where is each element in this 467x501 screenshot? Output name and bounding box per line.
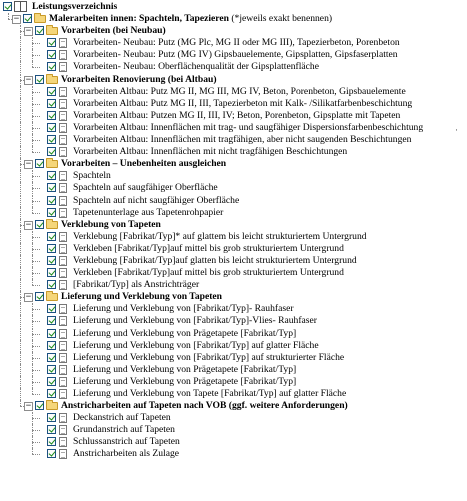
checkbox-checked-icon[interactable] [47,304,56,313]
document-icon [59,135,67,145]
checkbox-checked-icon[interactable] [47,256,56,265]
document-icon [59,244,67,254]
checkbox-checked-icon[interactable] [47,62,56,71]
tree-item[interactable] [0,364,467,376]
folder-icon [34,15,46,23]
tree-item[interactable] [0,267,467,279]
document-icon [59,62,67,72]
checkbox-checked-icon[interactable] [47,341,56,350]
tree-item[interactable] [0,436,467,448]
checkbox-checked-icon[interactable] [47,268,56,277]
minus-icon[interactable]: − [25,401,32,412]
tree-item-label: Vorarbeiten (bei Neubau) [61,25,166,37]
tree-item-label: Lieferung und Verklebung von [Fabrikat/Typ]- Rauhfaser [73,303,294,315]
minus-icon[interactable]: − [25,219,32,230]
tree-group[interactable] [0,13,467,25]
document-icon [59,50,67,60]
tree-item[interactable] [0,182,467,194]
folder-icon [46,293,58,301]
tree-item-label: Schlussanstrich auf Tapeten [73,436,180,448]
document-icon [59,329,67,339]
tree-group[interactable] [0,25,467,37]
checkbox-checked-icon[interactable] [47,111,56,120]
checkbox-checked-icon[interactable] [3,2,12,11]
checkbox-checked-icon[interactable] [47,50,56,59]
document-icon [59,316,67,326]
tree-item-label: Vorarbeiten Altbau: Innenflächen mit tragfähigen, aber nicht saugenden Beschichtungen [73,134,412,146]
document-icon [59,232,67,242]
tree-item[interactable] [0,352,467,364]
minus-icon[interactable]: − [25,74,32,85]
tree-item-label: Vorarbeiten- Neubau: Oberflächenqualität der Gipsplattenfläche [73,61,319,73]
document-icon [59,413,67,423]
tree-item-label: Leistungsverzeichnis [32,1,118,12]
checkbox-checked-icon[interactable] [47,353,56,362]
document-icon [59,147,67,157]
checkbox-checked-icon[interactable] [47,147,56,156]
tree-item-label: Vorarbeiten Altbau: Innenflächen mit nicht tragfähigen Beschichtungen [73,146,348,158]
document-icon [59,183,67,193]
checkbox-checked-icon[interactable] [47,413,56,422]
tree-item[interactable] [0,255,467,267]
tree-item[interactable] [0,231,467,243]
document-icon [59,123,67,133]
checkbox-checked-icon[interactable] [47,316,56,325]
checkbox-checked-icon[interactable] [35,220,44,229]
document-icon [59,87,67,97]
tree-item-note: (*jeweils exakt benennen) [228,13,333,25]
checkbox-checked-icon[interactable] [35,159,44,168]
checkbox-checked-icon[interactable] [47,208,56,217]
tree-item[interactable] [0,424,467,436]
tree-item[interactable] [0,340,467,352]
tree-item[interactable] [0,110,467,122]
folder-icon [46,76,58,84]
document-icon [59,256,67,266]
tree-item-label: Verkleben [Fabrikat/Typ]auf mittel bis grob strukturiertem Untergrund [73,242,344,254]
checkbox-checked-icon[interactable] [47,123,56,132]
folder-icon [46,221,58,229]
minus-icon[interactable]: − [25,292,32,303]
minus-icon[interactable]: − [13,14,20,25]
tree-item-label: [Fabrikat/Typ] als Anstrichträger [73,279,200,291]
checkbox-checked-icon[interactable] [47,232,56,241]
checkbox-checked-icon[interactable] [47,365,56,374]
tree-item-label: Lieferung und Verklebung von Prägetapete [Fabrikat/Typ] [73,363,297,375]
tree-item[interactable] [0,315,467,327]
checkbox-checked-icon[interactable] [35,26,44,35]
checkbox-checked-icon[interactable] [47,280,56,289]
checkbox-checked-icon[interactable] [47,87,56,96]
tree-item-label: Spachteln [73,170,111,182]
tree-item[interactable] [0,279,467,291]
tree-item-label: Anstricharbeiten als Zulage [73,448,180,460]
document-icon [59,268,67,278]
tree-group[interactable] [0,158,467,170]
book-icon [14,1,27,12]
tree-item-label: Verklebung von Tapeten [61,218,161,230]
tree-item-label: Lieferung und Verklebung von Tapeten [61,291,223,303]
tree-item[interactable] [0,195,467,207]
checkbox-checked-icon[interactable] [47,244,56,253]
minus-icon[interactable]: − [25,26,32,37]
tree-item-label: Vorarbeiten – Unebenheiten ausgleichen [61,158,227,170]
minus-icon[interactable]: − [25,159,32,170]
tree-item-label: Spachteln auf saugfähiger Oberfläche [73,182,218,194]
tree-item-label: Vorarbeiten Altbau: Putzen MG II, III, IV; Beton, Porenbeton, Gipsplatte mit Tapeten [73,109,401,121]
tree-group[interactable] [0,400,467,412]
document-icon [59,280,67,290]
tree-item[interactable] [0,61,467,73]
checkbox-checked-icon[interactable] [47,38,56,47]
checkbox-checked-icon[interactable] [47,377,56,386]
document-icon [59,171,67,181]
document-icon [59,449,67,459]
tree-item[interactable] [0,86,467,98]
checkbox-checked-icon[interactable] [47,329,56,338]
tree-item-label: Lieferung und Verklebung von Prägetapete [Fabrikat/Typ] [73,327,297,339]
checkbox-checked-icon[interactable] [35,401,44,410]
tree-item-label: Deckanstrich auf Tapeten [73,412,171,424]
tree-item-label: Grundanstrich auf Tapeten [73,424,175,436]
folder-icon [46,402,58,410]
tree-item[interactable] [0,146,467,158]
tree-item-label: Lieferung und Verklebung von Tapete [Fabrikat/Typ] auf glatter Fläche [73,388,347,399]
checkbox-checked-icon[interactable] [47,437,56,446]
tree-item-label: Verklebung [Fabrikat/Typ]* auf glattem bis leicht strukturiertem Untergrund [73,230,367,242]
tree-item[interactable] [0,207,467,219]
side-mark: · [455,125,458,135]
tree-item-label: Spachteln auf nicht saugfähiger Oberfläche [73,194,240,206]
tree-item[interactable] [0,412,467,424]
tree-group[interactable] [0,291,467,303]
tree-item-label: Tapetenunterlage aus Tapetenrohpapier [73,206,224,218]
tree-item[interactable] [0,388,467,400]
tree-item[interactable] [0,98,467,110]
tree-item[interactable] [0,303,467,315]
tree-item[interactable] [0,448,467,460]
tree-item-label: Verklebung [Fabrikat/Typ]auf glatten bis leicht strukturiertem Untergrund [73,254,357,266]
tree-item-label: Vorarbeiten Altbau: Putz MG II, III, Tapezierbeton mit Kalk- /Silikatfarbenbeschichtung [73,97,413,109]
document-icon [59,38,67,48]
document-icon [59,389,67,399]
tree-item-label: Vorarbeiten Altbau: Putz MG II, MG III, MG IV, Beton, Porenbeton, Gipsbauelemente [73,85,406,97]
tree-item-label: Vorarbeiten- Neubau: Putz (MG Plc, MG II oder MG III), Tapezierbeton, Porenbeton [73,37,400,49]
checkbox-checked-icon[interactable] [35,292,44,301]
tree-item[interactable] [0,243,467,255]
tree-item-label-wrap [49,13,332,25]
tree-item[interactable] [0,134,467,146]
checkbox-checked-icon[interactable] [47,135,56,144]
lv-tree [0,1,467,461]
document-icon [59,425,67,435]
tree-group[interactable] [0,74,467,86]
document-icon [59,99,67,109]
tree-item-label: Lieferung und Verklebung von [Fabrikat/Typ]-Vlies- Rauhfaser [73,315,317,327]
tree-item-label: Malerarbeiten innen: Spachteln, Tapezieren [49,13,229,25]
document-icon [59,365,67,375]
document-icon [59,304,67,314]
tree-item-label: Anstricharbeiten auf Tapeten nach VOB (ggf. weitere Anforderungen) [61,400,348,412]
tree-item[interactable] [0,37,467,49]
tree-group[interactable] [0,219,467,231]
checkbox-checked-icon[interactable] [47,99,56,108]
folder-icon [46,160,58,168]
tree-item-label: Lieferung und Verklebung von Prägetapete [Fabrikat/Typ] [73,375,297,387]
document-icon [59,111,67,121]
tree-item[interactable] [0,122,467,134]
tree-root[interactable] [0,1,467,13]
document-icon [59,208,67,218]
folder-icon [46,27,58,35]
tree-item-label: Lieferung und Verklebung von [Fabrikat/Typ] auf glatter Fläche [73,339,319,351]
tree-item-label: Verkleben [Fabrikat/Typ]auf mittel bis grob strukturiertem Untergrund [73,267,344,279]
document-icon [59,196,67,206]
tree-item[interactable] [0,170,467,182]
checkbox-checked-icon[interactable] [47,183,56,192]
checkbox-checked-icon[interactable] [47,171,56,180]
checkbox-checked-icon[interactable] [47,389,56,398]
tree-item-label: Lieferung und Verklebung von [Fabrikat/Typ] auf strukturierter Fläche [73,351,345,363]
tree-item[interactable] [0,49,467,61]
document-icon [59,437,67,447]
checkbox-checked-icon[interactable] [47,196,56,205]
checkbox-checked-icon[interactable] [47,449,56,458]
tree-item-label: Vorarbeiten Renovierung (bei Altbau) [61,73,217,85]
tree-item-label: Vorarbeiten Altbau: Innenflächen mit trag- und saugfähiger Dispersionsfarbenbeschichtung [73,121,424,133]
tree-item[interactable] [0,376,467,388]
tree-item-label: Vorarbeiten- Neubau: Putz (MG IV) Gipsbauelemente, Gipsplatten, Gipsfaserplatten [73,49,398,61]
checkbox-checked-icon[interactable] [23,14,32,23]
checkbox-checked-icon[interactable] [47,425,56,434]
document-icon [59,353,67,363]
checkbox-checked-icon[interactable] [35,75,44,84]
document-icon [59,377,67,387]
document-icon [59,341,67,351]
tree-item[interactable] [0,328,467,340]
